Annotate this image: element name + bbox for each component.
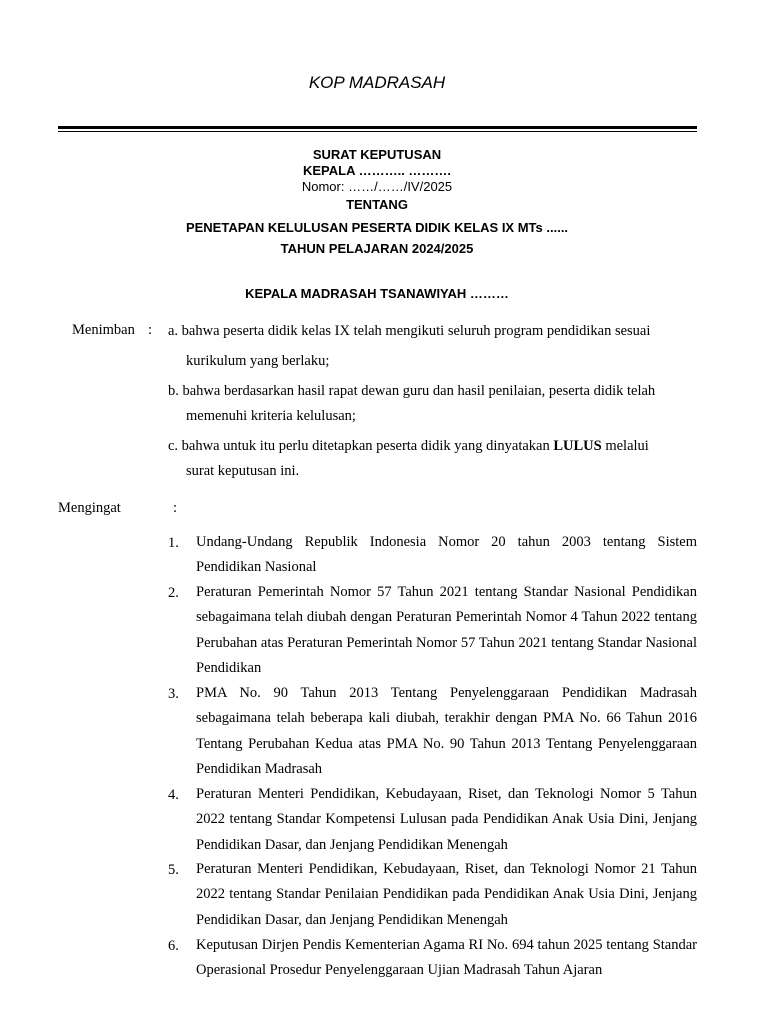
list-item-number: 3. — [168, 686, 179, 702]
list-item-text: Undang-Undang Republik Indonesia Nomor 20 tahun 2003 tentang Sistem Pendidikan Nasional — [196, 534, 697, 576]
menimbang-item-c — [168, 434, 697, 484]
decree-about-label: TENTANG — [346, 197, 408, 212]
menimbang-item-line: kurikulum yang berlaku; — [186, 353, 330, 369]
list-item-text: Peraturan Menteri Pendidikan, Kebudayaan, Riset, dan Teknologi Nomor 5 Tahun 2022 tentang Standar Kompetensi Lulusan pada Pendidikan Anak Usia Dini, Jenjang Pendidikan Dasar, dan Jenjang Pendidikan Menengah — [196, 786, 697, 853]
decree-title: SURAT KEPUTUSAN — [312, 147, 442, 162]
menimbang-item-text: melalui — [601, 438, 649, 454]
menimbang-item-line: surat keputusan ini. — [186, 463, 300, 479]
menimbang-item-line: a. bahwa peserta didik kelas IX telah mengikuti seluruh program pendidikan sesuai — [168, 323, 651, 339]
list-item-number: 4. — [168, 787, 179, 803]
list-item-number: 1. — [168, 535, 179, 551]
list-item-number: 5. — [168, 862, 179, 878]
decree-number: Nomor: ……/……/IV/2025 — [301, 179, 453, 194]
list-item-number: 6. — [168, 938, 179, 954]
list-item-text: Keputusan Dirjen Pendis Kementerian Agama RI No. 694 tahun 2025 tentang Standar Operasional Prosedur Penyelenggaraan Ujian Madrasah Tahun Ajaran — [196, 937, 697, 979]
list-item-text: Peraturan Pemerintah Nomor 57 Tahun 2021 tentang Standar Nasional Pendidikan sebagaimana telah diubah dengan Peraturan Pemerintah Nomor 4 Tahun 2022 tentang Perubahan atas Peraturan Pemerintah Nomor 57 Tahun 2021 tentang Standar Nasional Pendidikan — [196, 584, 697, 676]
decree-subject: PENETAPAN KELULUSAN PESERTA DIDIK KELAS IX MTs ...... — [185, 220, 569, 235]
menimbang-item-line: b. bahwa berdasarkan hasil rapat dewan guru dan hasil penilaian, peserta didik telah — [168, 383, 656, 399]
menimbang-item-line: memenuhi kriteria kelulusan; — [186, 408, 356, 424]
menimbang-item-text: c. bahwa untuk itu perlu ditetapkan peserta didik yang dinyatakan — [168, 438, 554, 454]
menimbang-item-b — [168, 379, 697, 429]
letterhead-placeholder: KOP MADRASAH — [308, 73, 446, 92]
decree-authority: KEPALA MADRASAH TSANAWIYAH ……… — [245, 286, 509, 301]
list-item-text: Peraturan Menteri Pendidikan, Kebudayaan, Riset, dan Teknologi Nomor 21 Tahun 2022 tentang Standar Penilaian Pendidikan pada Pendidikan Anak Usia Dini, Jenjang Pendidikan Dasar, dan Jenjang Pendidikan Menengah — [196, 861, 697, 928]
menimbang-label: Menimban — [72, 322, 135, 338]
menimbang-item-a — [168, 319, 697, 374]
header-rule-thin — [58, 131, 697, 132]
mengingat-colon: : — [173, 500, 178, 516]
decree-academic-year: TAHUN PELAJARAN 2024/2025 — [280, 241, 474, 256]
menimbang-item-line — [168, 434, 697, 459]
mengingat-label: Mengingat — [58, 500, 121, 516]
list-item-text: PMA No. 90 Tahun 2013 Tentang Penyelenggaraan Pendidikan Madrasah sebagaimana telah beberapa kali diubah, terakhir dengan PMA No. 66 Tahun 2016 Tentang Perubahan Kedua atas PMA No. 90 Tahun 2013 Tentang Penyelenggaraan Pendidikan Madrasah — [196, 685, 697, 777]
menimbang-colon: : — [148, 322, 153, 338]
header-rule-thick — [58, 126, 697, 129]
list-item-number: 2. — [168, 585, 179, 601]
lulus-emphasis: LULUS — [553, 438, 602, 454]
decree-issuer: KEPALA ……….. ………. — [302, 163, 452, 178]
